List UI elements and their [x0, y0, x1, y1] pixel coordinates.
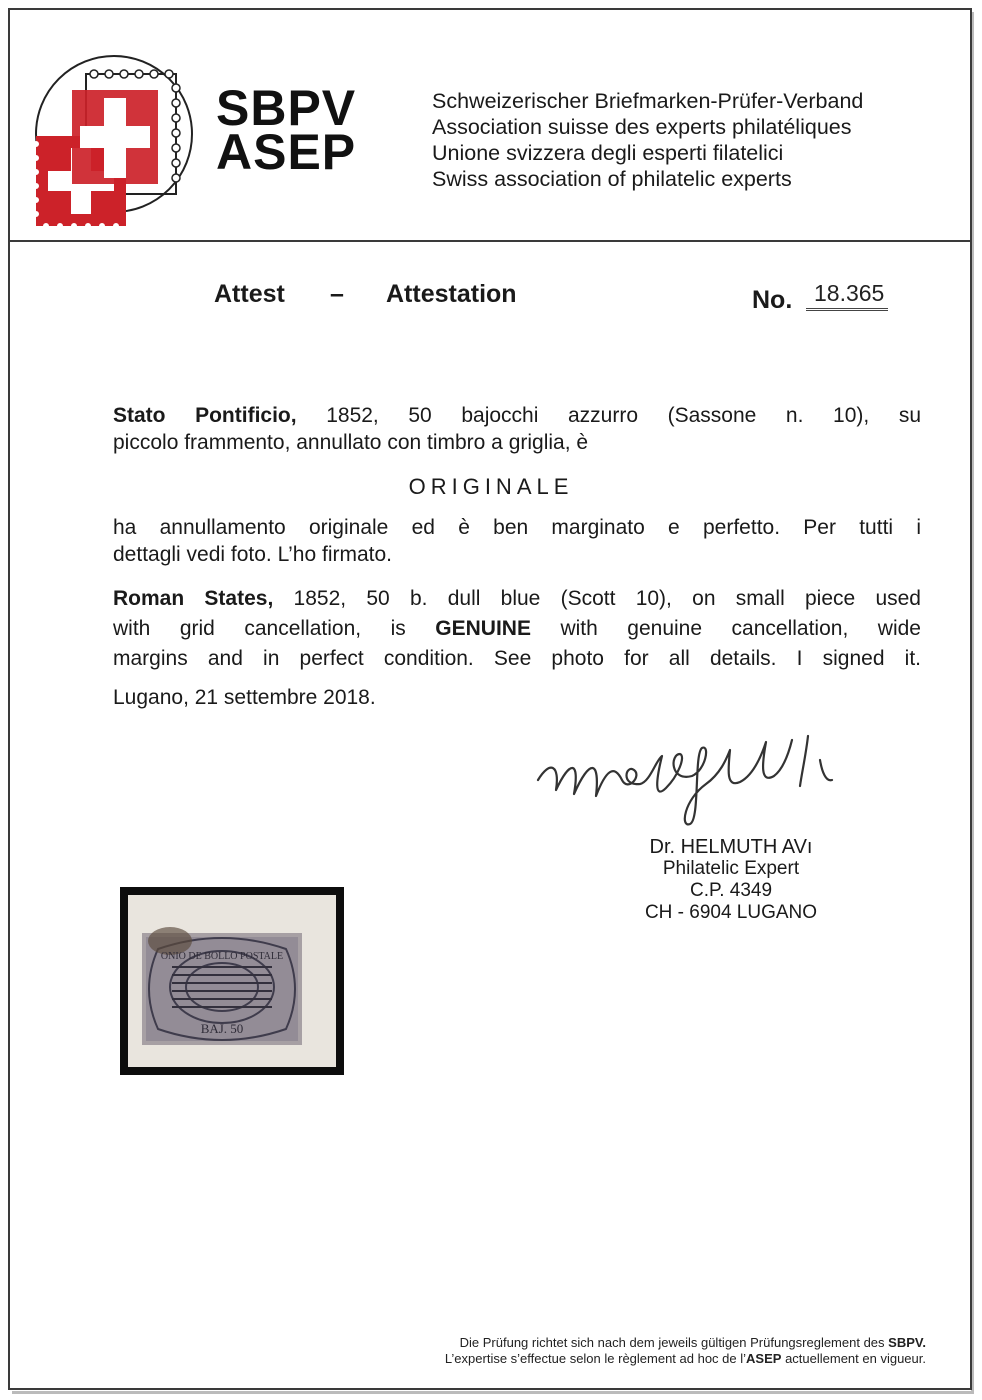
title-attestation: Attestation — [386, 280, 517, 308]
italian-line-4: dettagli vedi foto. L’ho firmato. — [113, 543, 392, 566]
expert-name: Dr. HELMUTH AVı — [649, 836, 813, 858]
place-and-date: Lugano, 21 settembre 2018. — [113, 686, 376, 709]
certificate-number-label: No. — [752, 286, 793, 314]
stamp-image — [120, 887, 344, 1075]
title-attest: Attest — [214, 280, 285, 308]
expert-po-box: C.P. 4349 — [689, 880, 773, 901]
italian-line-3: ha annullamento originale ed è ben marginato e perfetto. Per tutti i — [113, 516, 921, 539]
stamp-photo — [120, 887, 344, 1075]
association-fr: Association suisse des experts philatéliques — [432, 115, 852, 139]
title-dash: – — [330, 280, 344, 308]
english-line-2-post: with genuine cancellation, wide — [560, 617, 921, 640]
english-line-1-text: 1852, 50 b. dull blue (Scott 10), on small piece used — [293, 587, 921, 610]
english-subject: Roman States, — [113, 587, 274, 610]
brand-sbpv: SBPV — [216, 80, 357, 136]
association-it: Unione svizzera degli esperti filatelici — [432, 141, 784, 165]
english-line-1 — [113, 585, 921, 612]
english-line-2 — [113, 615, 921, 642]
header-divider — [10, 240, 972, 242]
footer-fr — [386, 1351, 926, 1367]
verdict-genuine: GENUINE — [435, 617, 531, 640]
italian-subject: Stato Pontificio, — [113, 404, 297, 427]
footer-fr-bold: ASEP — [746, 1351, 782, 1366]
expert-address: CH - 6904 LUGANO — [644, 902, 818, 923]
footer-fr-post: actuellement en vigueur. — [785, 1351, 926, 1366]
footer-de-text: Die Prüfung richtet sich nach dem jeweils gültigen Prüfungsreglement des — [459, 1335, 885, 1350]
swiss-cross-stamp-icon — [34, 36, 214, 236]
italian-line-1-text: 1852, 50 bajocchi azzurro (Sassone n. 10), su — [326, 404, 922, 427]
association-en: Swiss association of philatelic experts — [432, 167, 792, 191]
brand-asep: ASEP — [216, 124, 357, 180]
stamp-top-text: ONIO DE BOLLO POSTALE — [160, 951, 284, 962]
brand-wordmark — [216, 80, 357, 180]
signature-icon — [530, 720, 870, 830]
expert-signature — [530, 720, 870, 830]
stamp-value-text: BAJ. 50 — [200, 1021, 244, 1036]
footer-de-bold: SBPV. — [888, 1335, 926, 1350]
english-line-2-pre: with grid cancellation, is — [113, 617, 406, 640]
sbpv-logo — [34, 36, 214, 236]
certificate-number: 18.365 — [806, 280, 888, 311]
footer-regulations — [386, 1335, 926, 1367]
association-de: Schweizerischer Briefmarken-Prüfer-Verband — [432, 89, 864, 113]
embossed-seal — [268, 706, 428, 866]
verdict-originale: ORIGINALE — [408, 474, 574, 499]
italian-line-2: piccolo frammento, annullato con timbro a griglia, è — [113, 431, 589, 454]
expert-title: Philatelic Expert — [662, 858, 800, 879]
expert-block — [596, 836, 866, 924]
english-line-3: margins and in perfect condition. See photo for all details. I signed it. — [113, 647, 921, 670]
footer-fr-text: L’expertise s’effectue selon le règlement ad hoc de l’ — [444, 1351, 747, 1366]
association-names — [432, 88, 863, 192]
footer-de — [386, 1335, 926, 1351]
italian-line-1 — [113, 402, 921, 429]
